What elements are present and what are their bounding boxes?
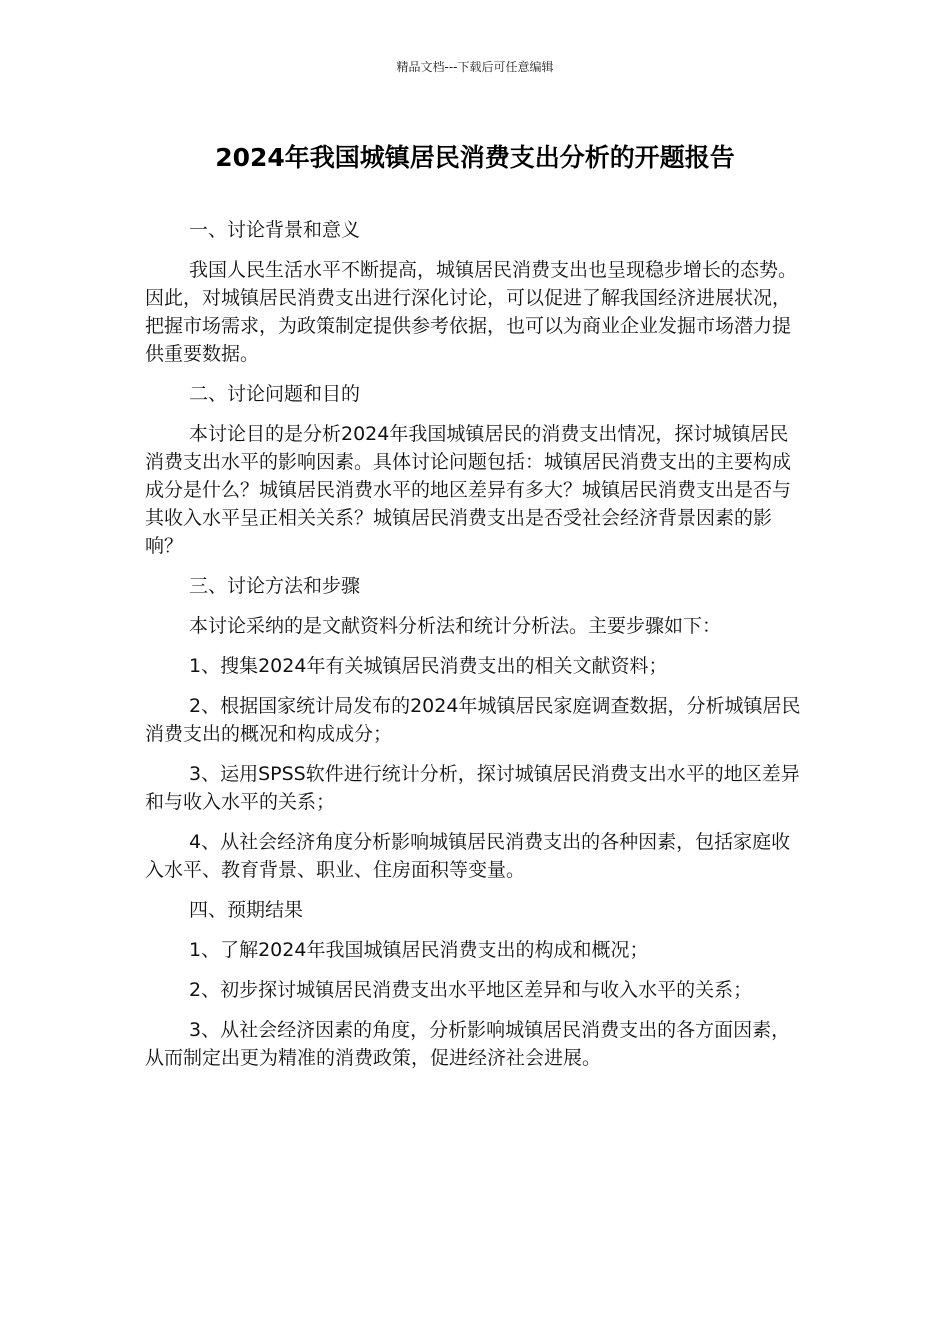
document-body	[145, 216, 805, 1084]
list-item-method-step: 4、从社会经济角度分析影响城镇居民消费支出的各种因素，包括家庭收入水平、教育背景、职业、住房面积等变量。	[145, 831, 791, 881]
list-item-method-step: 3、运用SPSS软件进行统计分析，探讨城镇居民消费支出水平的地区差异和与收入水平的关系；	[145, 763, 800, 813]
list-item-method-step: 2、根据国家统计局发布的2024年城镇居民家庭调查数据，分析城镇居民消费支出的概况和构成成分；	[145, 695, 801, 745]
paragraph-questions: 本讨论目的是分析2024年我国城镇居民的消费支出情况，探讨城镇居民消费支出水平的影响因素。具体讨论问题包括：城镇居民消费支出的主要构成成分是什么？城镇居民消费水平的地区差异有多大？城镇居民消费支出是否与其收入水平呈正相关关系？城镇居民消费支出是否受社会经济背景因素的影响？	[145, 423, 792, 557]
list-item-expected-result: 1、了解2024年我国城镇居民消费支出的构成和概况；	[189, 939, 649, 961]
section-heading-methods: 三、讨论方法和步骤	[189, 575, 361, 597]
paragraph-methods-intro: 本讨论采纳的是文献资料分析法和统计分析法。主要步骤如下：	[189, 615, 722, 637]
header-note: 精品文档---下载后可任意编辑	[396, 60, 554, 74]
list-item-expected-result: 2、初步探讨城镇居民消费支出水平地区差异和与收入水平的关系；	[189, 979, 753, 1001]
list-item-method-step: 1、搜集2024年有关城镇居民消费支出的相关文献资料；	[189, 655, 668, 677]
paragraph-background: 我国人民生活水平不断提高，城镇居民消费支出也呈现稳步增长的态势。因此，对城镇居民消费支出进行深化讨论，可以促进了解我国经济进展状况，把握市场需求，为政策制定提供参考依据，也可以为商业企业发掘市场潜力提供重要数据。	[145, 259, 798, 365]
document-title: 2024年我国城镇居民消费支出分析的开题报告	[215, 143, 735, 172]
list-item-expected-result: 3、从社会经济因素的角度，分析影响城镇居民消费支出的各方面因素，从而制定出更为精准的消费政策，促进经济社会进展。	[145, 1019, 791, 1069]
section-heading-expected-results: 四、预期结果	[189, 899, 304, 921]
section-heading-background: 一、讨论背景和意义	[189, 219, 361, 241]
section-heading-questions: 二、讨论问题和目的	[189, 383, 361, 405]
